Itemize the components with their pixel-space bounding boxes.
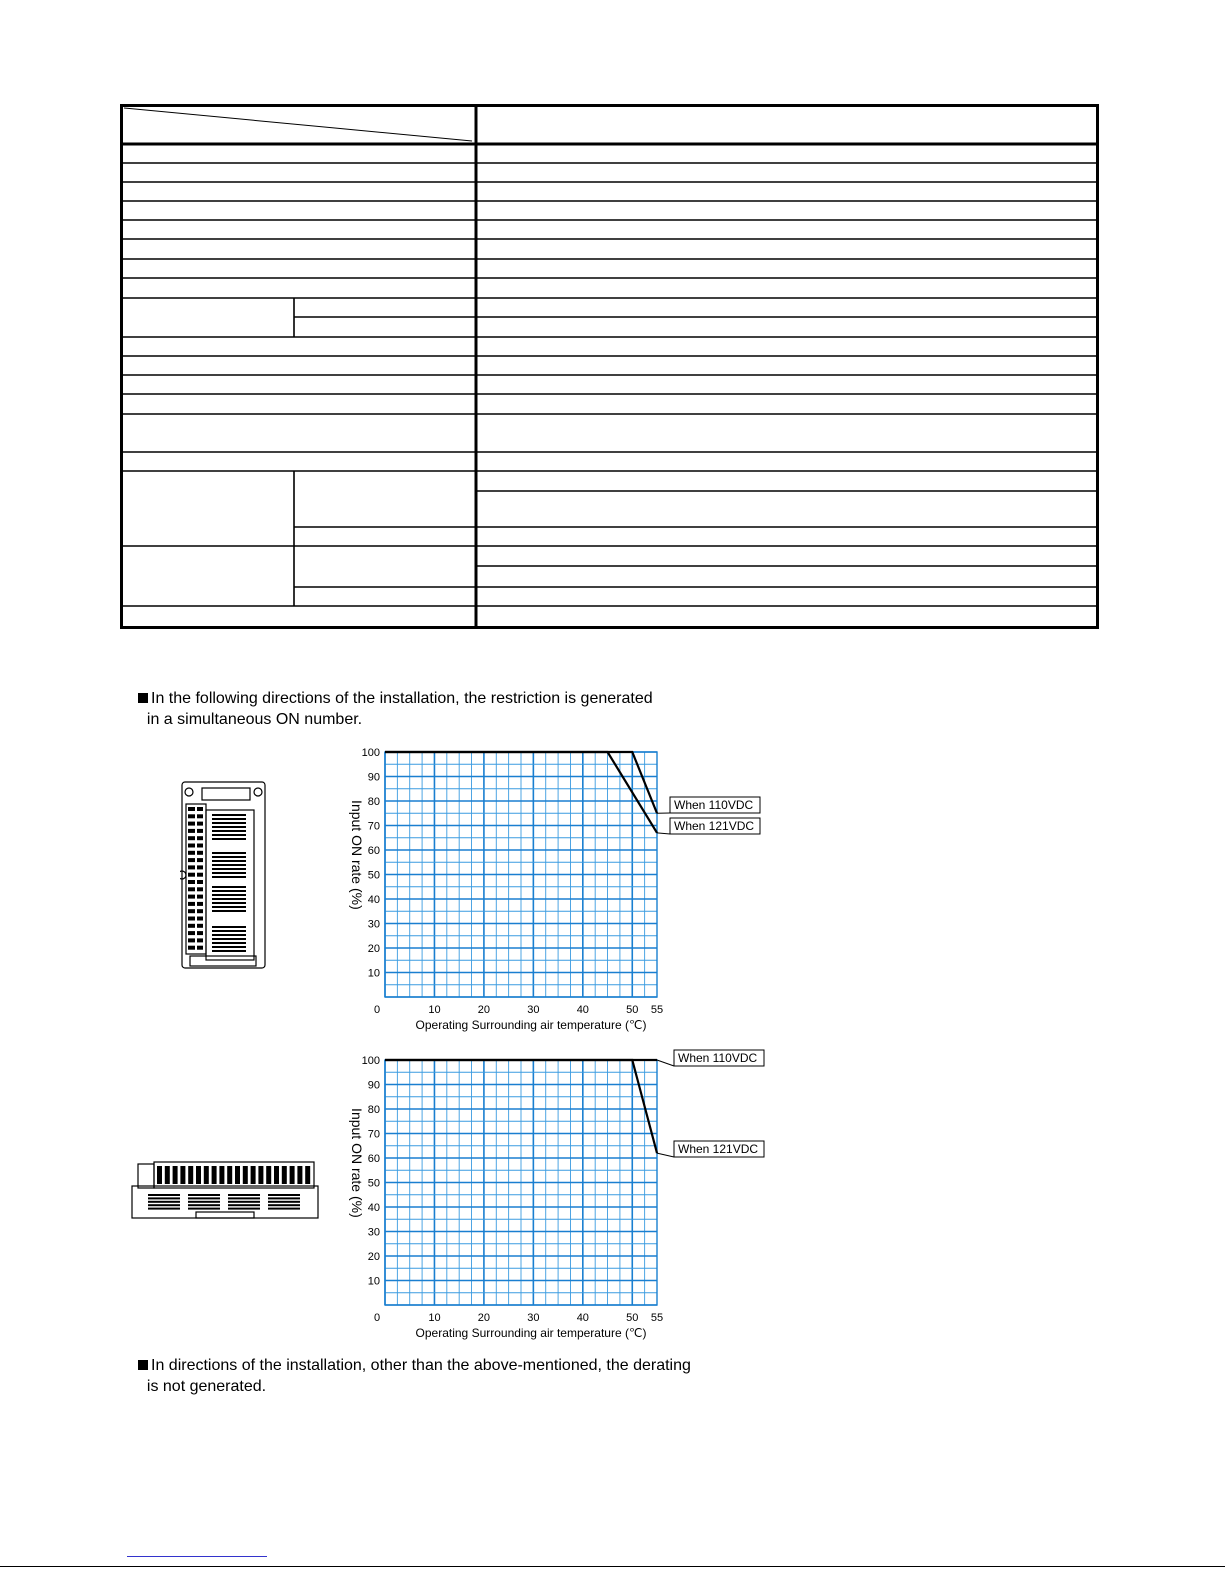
terminal-screw	[266, 1166, 271, 1184]
relay-block-stripe	[212, 822, 246, 824]
relay-block-stripe	[268, 1194, 300, 1196]
terminal-screw	[235, 1166, 240, 1184]
relay-block-stripe	[148, 1197, 180, 1199]
terminal-screw	[188, 865, 195, 869]
horizontal-installation-drawing	[130, 1158, 320, 1220]
specification-table	[120, 104, 1099, 629]
x-tick-label: 50	[626, 1004, 639, 1016]
relay-block-stripe	[212, 814, 246, 816]
relay-block-stripe	[148, 1204, 180, 1206]
terminal-screw	[188, 887, 195, 891]
terminal-screw	[188, 917, 195, 921]
relay-block-stripe	[212, 834, 246, 836]
relay-block-stripe	[212, 826, 246, 828]
x-tick-label: 30	[527, 1312, 540, 1324]
relay-block-stripe	[212, 852, 246, 854]
relay-block-stripe	[268, 1197, 300, 1199]
relay-block-stripe	[212, 906, 246, 908]
derating-chart-vertical	[330, 740, 780, 1040]
x-tick-label: 20	[477, 1312, 491, 1324]
relay-block-stripe	[212, 930, 246, 932]
x-axis-label: Operating Surrounding air temperature (℃)	[415, 1326, 647, 1340]
relay-block-stripe	[148, 1201, 180, 1203]
terminal-screw	[243, 1166, 248, 1184]
terminal-screw	[197, 858, 203, 862]
legend-leader-line	[657, 833, 670, 834]
y-tick-label: 80	[367, 1104, 380, 1116]
terminal-screw	[188, 931, 195, 935]
terminal-screw	[197, 946, 203, 950]
relay-block-stripe	[212, 894, 246, 896]
y-tick-label: 30	[367, 1226, 380, 1239]
terminal-screw	[212, 1166, 217, 1184]
terminal-screw	[197, 807, 203, 811]
relay-block-stripe	[212, 864, 246, 866]
relay-block-stripe	[268, 1204, 300, 1206]
relay-block-stripe	[212, 950, 246, 952]
no-derating-note-text: In directions of the installation, other than the above-mentioned, the derating is not generated.	[146, 1357, 691, 1395]
relay-block-stripe	[148, 1194, 180, 1196]
relay-block-stripe	[212, 838, 246, 840]
y-tick-label: 70	[367, 1128, 380, 1141]
x-tick-labels	[374, 1312, 663, 1324]
terminal-screw	[165, 1166, 170, 1184]
relay-block-stripe	[212, 910, 246, 912]
chart-legend	[657, 1050, 764, 1157]
terminal-screw	[197, 938, 203, 942]
y-tick-label: 100	[361, 747, 380, 759]
x-tick-label: 40	[576, 1004, 589, 1016]
terminal-screw	[227, 1166, 232, 1184]
relay-block-stripe	[212, 818, 246, 820]
x-tick-label: 50	[626, 1312, 639, 1324]
terminal-screw	[188, 946, 195, 950]
terminal-screw	[188, 836, 195, 840]
relay-block-stripe	[228, 1194, 260, 1196]
relay-block-stripe	[212, 898, 246, 900]
terminal-screw	[282, 1166, 287, 1184]
terminal-screw	[188, 909, 195, 913]
terminal-screw	[290, 1166, 295, 1184]
terminal-screw	[188, 924, 195, 928]
x-tick-label: 30	[527, 1004, 540, 1016]
y-tick-label: 20	[367, 1251, 380, 1263]
x-tick-label: 20	[477, 1004, 491, 1016]
terminal-screw	[197, 844, 203, 848]
terminal-screw	[219, 1166, 224, 1184]
relay-block-stripe	[268, 1208, 300, 1210]
terminal-screw	[197, 931, 203, 935]
y-tick-label: 60	[367, 845, 380, 857]
terminal-screw	[188, 1166, 193, 1184]
x-tick-label: 10	[428, 1004, 441, 1016]
legend-label: When 121VDC	[678, 1142, 759, 1156]
y-tick-label: 20	[367, 943, 380, 955]
derating-chart-horizontal	[330, 1048, 780, 1348]
y-tick-label: 50	[367, 1177, 380, 1190]
relay-block-stripe	[212, 946, 246, 948]
terminal-screw	[197, 880, 203, 884]
terminal-screw	[258, 1166, 263, 1184]
relay-block-stripe	[188, 1204, 220, 1206]
relay-block-stripe	[188, 1197, 220, 1199]
terminal-screw	[188, 844, 195, 848]
x-tick-label: 0	[373, 1312, 381, 1324]
y-tick-label: 90	[367, 771, 380, 784]
terminal-screw	[188, 814, 195, 818]
x-tick-label: 55	[650, 1312, 664, 1324]
terminal-screw	[180, 1166, 185, 1184]
x-tick-label: 40	[576, 1312, 589, 1324]
terminal-screw	[297, 1166, 302, 1184]
relay-block-stripe	[188, 1208, 220, 1210]
terminal-screw	[188, 858, 195, 862]
x-tick-label: 55	[650, 1004, 664, 1016]
terminal-screw	[188, 822, 195, 826]
relay-block-stripe	[188, 1194, 220, 1196]
terminal-screw	[188, 829, 195, 833]
terminal-screw	[197, 895, 203, 899]
relay-block-stripe	[212, 942, 246, 944]
terminal-screw	[197, 851, 203, 855]
relay-block-stripe	[212, 868, 246, 870]
legend-label: When 121VDC	[674, 819, 755, 833]
y-tick-label: 40	[367, 1202, 380, 1214]
footer-link-underline[interactable]	[127, 1556, 267, 1557]
terminal-screw	[197, 873, 203, 877]
terminal-screw	[197, 887, 203, 891]
terminal-screw	[197, 917, 203, 921]
vertical-installation-drawing	[180, 780, 267, 970]
terminal-screw	[188, 873, 195, 877]
relay-block-stripe	[212, 902, 246, 904]
chart-legend	[657, 797, 760, 834]
y-tick-label: 10	[367, 1275, 380, 1288]
y-tick-label: 50	[367, 869, 380, 882]
relay-block-stripe	[228, 1201, 260, 1203]
y-tick-label: 30	[367, 918, 380, 931]
terminal-screw	[197, 909, 203, 913]
relay-block-stripe	[212, 856, 246, 858]
y-tick-label: 10	[367, 967, 380, 980]
terminal-screw	[197, 814, 203, 818]
y-tick-label: 70	[367, 820, 380, 833]
y-axis-label: Input ON rate (%)	[349, 1108, 365, 1218]
relay-block-stripe	[148, 1208, 180, 1210]
terminal-screw	[196, 1166, 201, 1184]
terminal-screw	[188, 851, 195, 855]
y-tick-label: 40	[367, 894, 380, 906]
y-tick-label: 60	[367, 1153, 380, 1165]
terminal-screw	[188, 807, 195, 811]
y-tick-label: 90	[367, 1079, 380, 1092]
terminal-screw	[188, 938, 195, 942]
terminal-screw	[197, 865, 203, 869]
relay-block-stripe	[212, 934, 246, 936]
terminal-screw	[173, 1166, 178, 1184]
relay-block-stripe	[228, 1204, 260, 1206]
relay-block-stripe	[188, 1201, 220, 1203]
terminal-screw	[197, 924, 203, 928]
terminal-screw	[305, 1166, 310, 1184]
terminal-screw	[197, 822, 203, 826]
square-bullet-icon	[138, 1360, 148, 1370]
legend-label: When 110VDC	[678, 1051, 758, 1065]
relay-block-stripe	[212, 830, 246, 832]
relay-block-stripe	[228, 1197, 260, 1199]
footer-rule	[0, 1566, 1225, 1567]
x-axis-label: Operating Surrounding air temperature (℃)	[415, 1018, 647, 1032]
relay-block-stripe	[212, 926, 246, 928]
relay-block-stripe	[212, 860, 246, 862]
relay-block-stripe	[212, 876, 246, 878]
relay-block-stripe	[212, 890, 246, 892]
restriction-note	[138, 688, 653, 730]
relay-block-stripe	[212, 872, 246, 874]
chart-grid	[385, 752, 657, 997]
chart-grid	[385, 1060, 657, 1305]
y-tick-label: 80	[367, 796, 380, 808]
x-tick-label: 10	[428, 1312, 441, 1324]
terminal-screw	[251, 1166, 256, 1184]
legend-label: When 110VDC	[674, 798, 754, 812]
x-tick-label: 0	[373, 1004, 381, 1016]
terminal-screw	[274, 1166, 279, 1184]
terminal-screw	[188, 880, 195, 884]
terminal-screw	[197, 836, 203, 840]
no-derating-note	[138, 1355, 691, 1397]
table-row-lines	[120, 163, 1099, 606]
legend-leader-line	[657, 1060, 674, 1066]
relay-block-stripe	[228, 1208, 260, 1210]
restriction-note-text: In the following directions of the installation, the restriction is generated in a simultaneous ON number.	[146, 690, 653, 728]
legend-leader-line	[657, 1153, 674, 1157]
terminal-screw	[197, 902, 203, 906]
relay-block-stripe	[212, 938, 246, 940]
terminal-screw	[197, 829, 203, 833]
terminal-screw	[188, 902, 195, 906]
terminal-screw	[188, 895, 195, 899]
square-bullet-icon	[138, 693, 148, 703]
relay-block-stripe	[212, 886, 246, 888]
terminal-screw	[157, 1166, 162, 1184]
x-tick-labels	[374, 1004, 663, 1016]
y-axis-label: Input ON rate (%)	[349, 800, 365, 910]
y-tick-label: 100	[361, 1055, 380, 1067]
relay-block-stripe	[268, 1201, 300, 1203]
terminal-screw	[204, 1166, 209, 1184]
